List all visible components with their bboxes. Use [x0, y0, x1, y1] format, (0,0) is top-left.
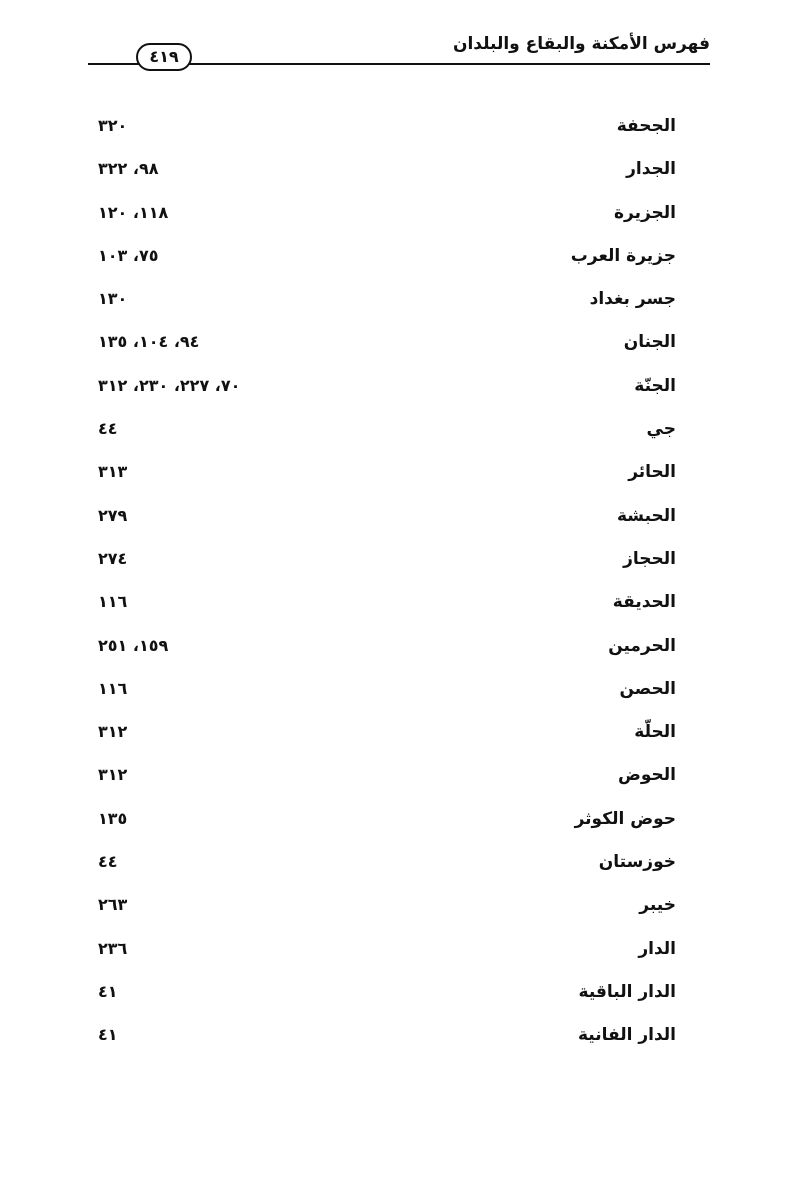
entry-page-refs: ٣١٢: [98, 765, 128, 785]
entry-page-refs: ٢٧٩: [98, 505, 128, 525]
entry-page-refs: ٤٤: [98, 852, 118, 872]
index-entry: [98, 549, 676, 592]
index-entry: [98, 722, 676, 765]
entry-place-name: الجنان: [623, 332, 676, 353]
index-entry: [98, 809, 676, 852]
index-entry: [98, 765, 676, 808]
index-entry: [98, 939, 676, 982]
index-entry: [98, 852, 676, 895]
entry-place-name: الجزيرة: [613, 202, 676, 223]
entry-place-name: الحبشة: [616, 505, 676, 526]
entry-place-name: الحصن: [619, 678, 676, 699]
entry-page-refs: ١٥٩، ٢٥١: [98, 635, 169, 655]
entry-place-name: الدار الفانية: [577, 1025, 676, 1046]
entry-page-refs: ٣٢٠: [98, 116, 128, 135]
entry-page-refs: ٢٣٦: [98, 938, 128, 958]
entry-place-name: الجحفة: [616, 116, 676, 136]
page-header: [88, 30, 710, 68]
index-entry: [98, 116, 676, 159]
entry-place-name: الحديقة: [612, 592, 676, 613]
index-entry: [98, 679, 676, 722]
entry-page-refs: ١٣٠: [98, 289, 128, 309]
index-entry: [98, 895, 676, 938]
index-entry: [98, 982, 676, 1025]
entry-page-refs: ٩٨، ٣٢٢: [98, 159, 159, 179]
index-entry: [98, 203, 676, 246]
index-entry: [98, 376, 676, 419]
entry-place-name: جي: [646, 419, 676, 440]
entry-place-name: الحجاز: [623, 548, 676, 569]
index-list: [98, 116, 676, 1069]
entry-place-name: الدار الباقية: [578, 981, 676, 1002]
index-entry: [98, 246, 676, 289]
entry-place-name: الحلّة: [634, 722, 676, 743]
entry-place-name: خوزستان: [598, 852, 676, 873]
entry-page-refs: ٤٤: [98, 419, 118, 439]
entry-page-refs: ٧٥، ١٠٣: [98, 245, 159, 265]
entry-place-name: جزيرة العرب: [570, 245, 676, 266]
entry-place-name: الحوض: [618, 765, 676, 786]
entry-place-name: الجدار: [626, 159, 676, 180]
index-entry: [98, 159, 676, 202]
index-entry: [98, 592, 676, 635]
entry-place-name: الحرمين: [608, 635, 676, 656]
entry-page-refs: ٣١٢: [98, 722, 128, 742]
entry-place-name: جسر بغداد: [589, 289, 676, 310]
entry-place-name: حوض الكوثر: [574, 808, 676, 829]
entry-page-refs: ٤١: [98, 1025, 118, 1045]
entry-page-refs: ٩٤، ١٠٤، ١٣٥: [98, 332, 200, 352]
index-entry: [98, 636, 676, 679]
entry-page-refs: ١٣٥: [98, 808, 128, 828]
entry-place-name: خيبر: [639, 895, 676, 916]
entry-page-refs: ٢٦٣: [98, 895, 128, 915]
running-title: فهرس الأمكنة والبقاع والبلدان: [452, 34, 710, 54]
index-entry: [98, 332, 676, 375]
entry-page-refs: ١١٨، ١٢٠: [98, 202, 169, 222]
entry-page-refs: ١١٦: [98, 678, 128, 698]
index-entry: [98, 1025, 676, 1068]
entry-page-refs: ٤١: [98, 981, 118, 1001]
entry-page-refs: ٧٠، ٢٢٧، ٢٣٠، ٣١٢: [98, 375, 241, 395]
entry-place-name: الحائر: [628, 462, 676, 483]
index-entry: [98, 289, 676, 332]
entry-place-name: الدار: [638, 938, 676, 959]
entry-page-refs: ٣١٣: [98, 462, 128, 482]
index-entry: [98, 506, 676, 549]
index-entry: [98, 462, 676, 505]
entry-page-refs: ١١٦: [98, 592, 128, 612]
index-entry: [98, 419, 676, 462]
entry-page-refs: ٢٧٤: [98, 548, 128, 568]
page-number: ٤١٩: [136, 43, 192, 71]
entry-place-name: الجنّة: [634, 375, 676, 396]
